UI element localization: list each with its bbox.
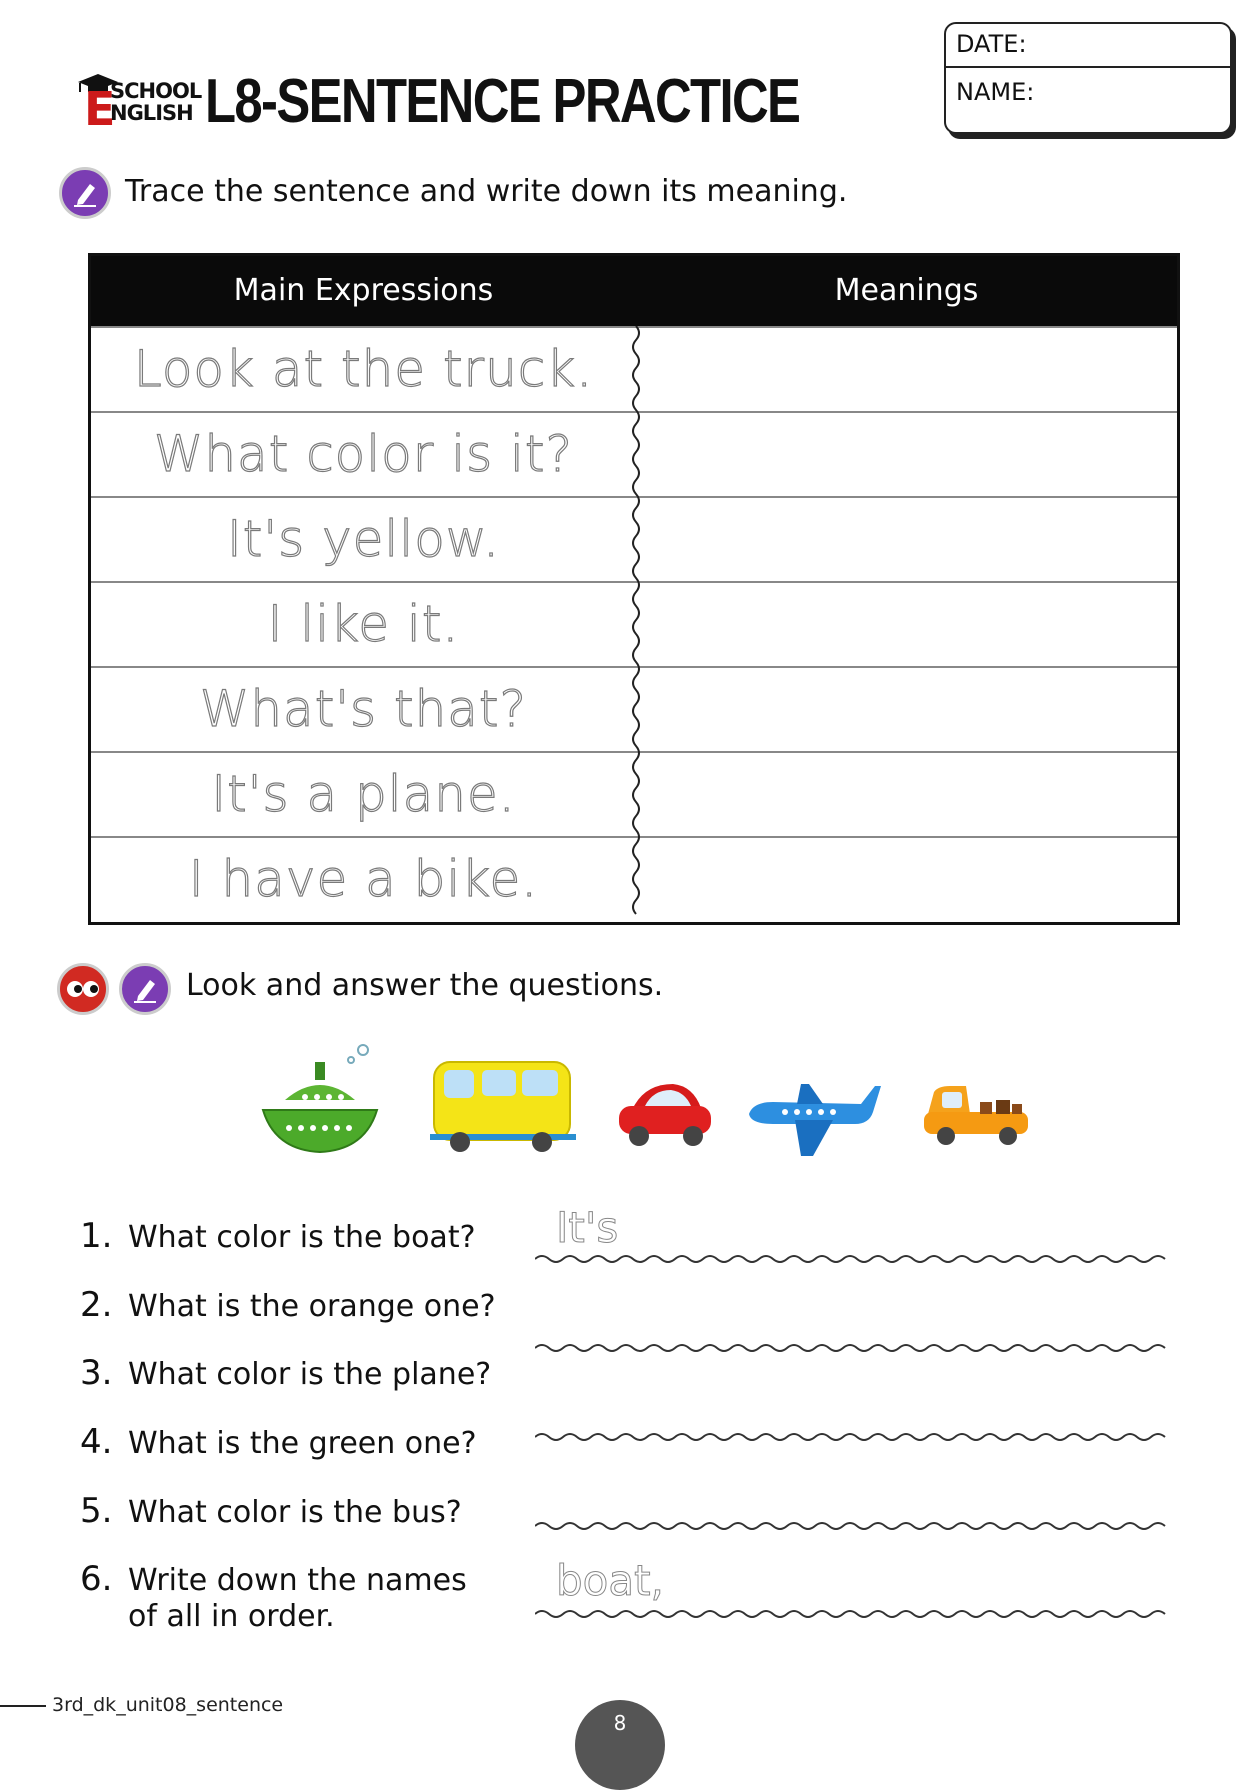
wavy-column-divider [623,326,649,922]
answer-line-1[interactable] [535,1252,1167,1266]
answer-line-4[interactable] [535,1519,1167,1533]
question-text: What color is the boat? [128,1220,476,1255]
question-6 [80,1561,467,1635]
question-text: What color is the bus? [128,1495,462,1530]
trace-expression: What's that? [199,680,528,738]
trace-expression: Look at the truck. [133,340,594,398]
trace-expression: It's a plane. [211,765,516,823]
page-title: L8-SENTENCE PRACTICE [205,67,800,136]
eyes-icon [66,979,100,999]
boat-image [255,1040,385,1165]
answer-line-3[interactable] [535,1430,1167,1444]
question-text: What is the green one? [128,1426,477,1461]
col-meanings: Meanings [834,273,979,308]
answer-line-5[interactable] [535,1607,1167,1621]
trace-expression: It's yellow. [227,510,500,568]
name-field[interactable]: NAME: [956,78,1035,106]
answer-trace-hint-1: It's [556,1203,619,1252]
question-text: Write down the names [128,1563,467,1598]
question-number: 3. [80,1353,113,1393]
trace-expression: I have a bike. [188,850,539,908]
date-field[interactable]: DATE: [946,24,1230,68]
question-number: 4. [80,1422,113,1462]
question-1 [80,1218,476,1256]
question-4 [80,1424,477,1462]
section2-instruction: Look and answer the questions. [186,968,664,1003]
footer-rule [0,1705,46,1707]
question-5 [80,1493,462,1531]
logo-line-1: SCHOOL [110,79,202,103]
trace-expression: I like it. [267,595,460,653]
answer-trace-hint-6: boat, [556,1556,664,1605]
plane-image [743,1080,883,1160]
answer-line-2[interactable] [535,1341,1167,1355]
logo-letter: E [84,82,116,136]
truck-image [920,1070,1030,1160]
page-number: 8 [575,1700,665,1790]
question-number: 6. [80,1559,113,1599]
footer-file-label: 3rd_dk_unit08_sentence [52,1694,284,1716]
pencil-icon [130,974,160,1004]
question-text: What color is the plane? [128,1357,492,1392]
question-text-continued: of all in order. [128,1599,335,1634]
trace-expression: What color is it? [153,425,574,483]
question-number: 2. [80,1285,113,1325]
date-name-box [944,22,1232,134]
question-text: What is the orange one? [128,1289,496,1324]
bus-image [430,1058,580,1158]
pencil-badge-icon [119,963,171,1015]
school-english-logo [74,72,202,136]
eyes-badge-icon [57,963,109,1015]
logo-line-2: NGLISH [110,101,193,125]
car-image [615,1078,715,1158]
question-2 [80,1287,496,1325]
section1-instruction: Trace the sentence and write down its meaning. [125,174,848,209]
expressions-table [88,253,1180,925]
question-number: 5. [80,1491,113,1531]
table-header [91,256,1177,326]
pencil-badge-icon [59,167,111,219]
question-number: 1. [80,1216,113,1256]
col-main-expressions: Main Expressions [233,273,494,308]
vehicle-pictures [255,1040,1055,1160]
question-3 [80,1355,491,1393]
pencil-icon [70,178,100,208]
